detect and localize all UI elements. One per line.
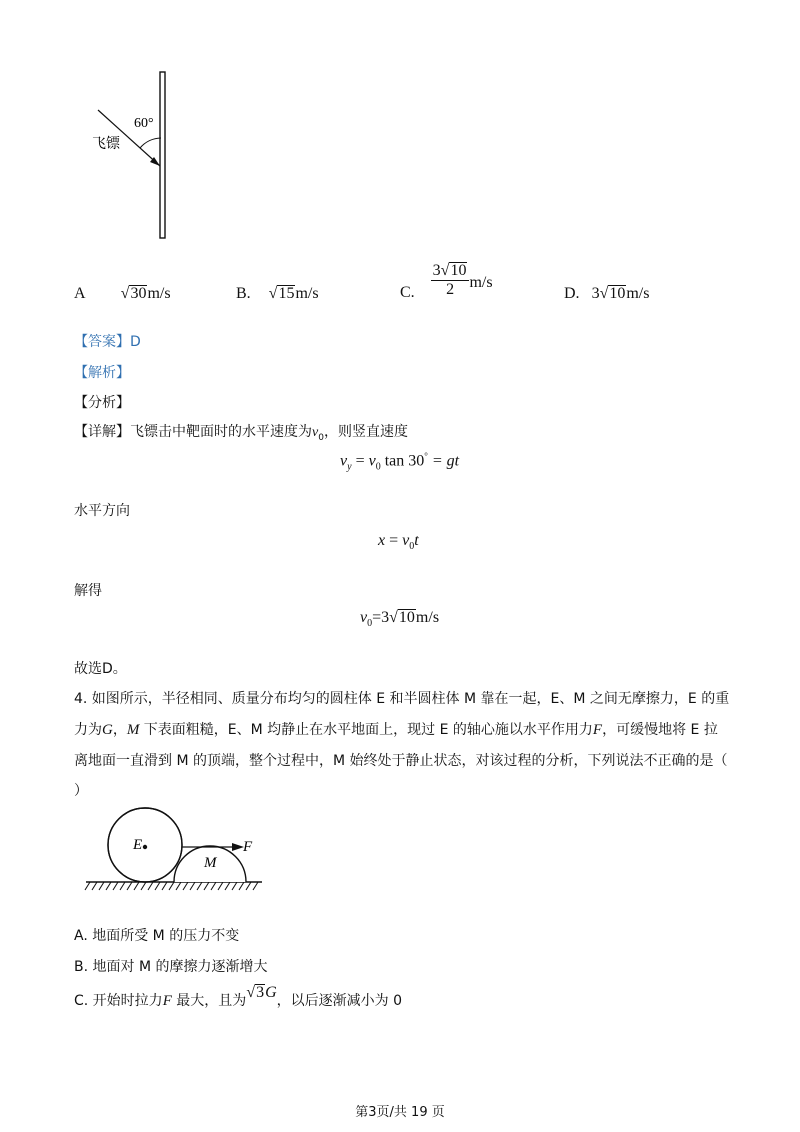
dart-label: 飞镖 bbox=[92, 137, 120, 152]
analysis-tag: 【解析】 bbox=[74, 365, 130, 381]
ground-hatching bbox=[85, 882, 258, 890]
q4-line2: 力为G，M 下表面粗糙，E、M 均静止在水平地面上，现过 E 的轴心施以水平作用力F，可缓慢地将 E 拉 bbox=[74, 722, 718, 738]
option-c: C. $\frac{3√10}{2}$ m/s bbox=[400, 262, 493, 301]
angle-label: 60° bbox=[134, 116, 154, 131]
axis-dot bbox=[143, 845, 147, 849]
fraction: $\frac{3√10}{2}$ bbox=[431, 262, 470, 299]
label-f: F bbox=[243, 839, 253, 855]
q4-line3: 离地面一直滑到 M 的顶端，整个过程中，M 始终处于静止状态，对该过程的分析，下列说法不正确的是（ bbox=[74, 753, 728, 769]
equation-horizontal: $x = v_0t$ bbox=[378, 532, 419, 553]
target-board bbox=[160, 72, 165, 238]
option-a: A √30m/s bbox=[74, 285, 171, 302]
solve-label: 解得 bbox=[74, 583, 102, 599]
q4-line4: ） bbox=[74, 783, 88, 799]
label-m: M bbox=[204, 855, 217, 871]
dart-target-figure bbox=[80, 66, 190, 246]
sqrt-expression: √30 bbox=[120, 285, 147, 302]
angle-arc bbox=[140, 138, 161, 148]
q4-option-c: C. 开始时拉力F 最大，且为√3G，以后逐渐减小为 0 bbox=[74, 984, 403, 1009]
equation-result: $v_0=3√10m/s$ bbox=[360, 609, 440, 630]
label-e: E bbox=[133, 837, 143, 853]
fenxi-tag: 【分析】 bbox=[74, 395, 130, 411]
detail-line: 【详解】飞镖击中靶面时的水平速度为$v_0$，则竖直速度 bbox=[74, 424, 408, 443]
page-footer: 第3页/共 19 页 bbox=[355, 1105, 445, 1120]
choose-line: 故选D。 bbox=[74, 661, 127, 677]
option-b: B. √15m/s bbox=[236, 285, 319, 302]
q4-option-b: B. 地面对 M 的摩擦力逐渐增大 bbox=[74, 959, 268, 975]
option-d: D. 3√10m/s bbox=[564, 285, 650, 302]
equation-vertical-velocity: $v_y = v_0$ tan 30° = gt bbox=[340, 451, 460, 473]
q4-option-a: A. 地面所受 M 的压力不变 bbox=[74, 928, 240, 944]
q4-line1: 4. 如图所示，半径相同、质量分布均匀的圆柱体 E 和半圆柱体 M 靠在一起，E、M 之间无摩擦力，E 的重 bbox=[74, 691, 730, 707]
cylinders-figure bbox=[84, 806, 264, 898]
answer-line: 【答案】D bbox=[74, 334, 141, 350]
horizontal-label: 水平方向 bbox=[74, 503, 130, 519]
